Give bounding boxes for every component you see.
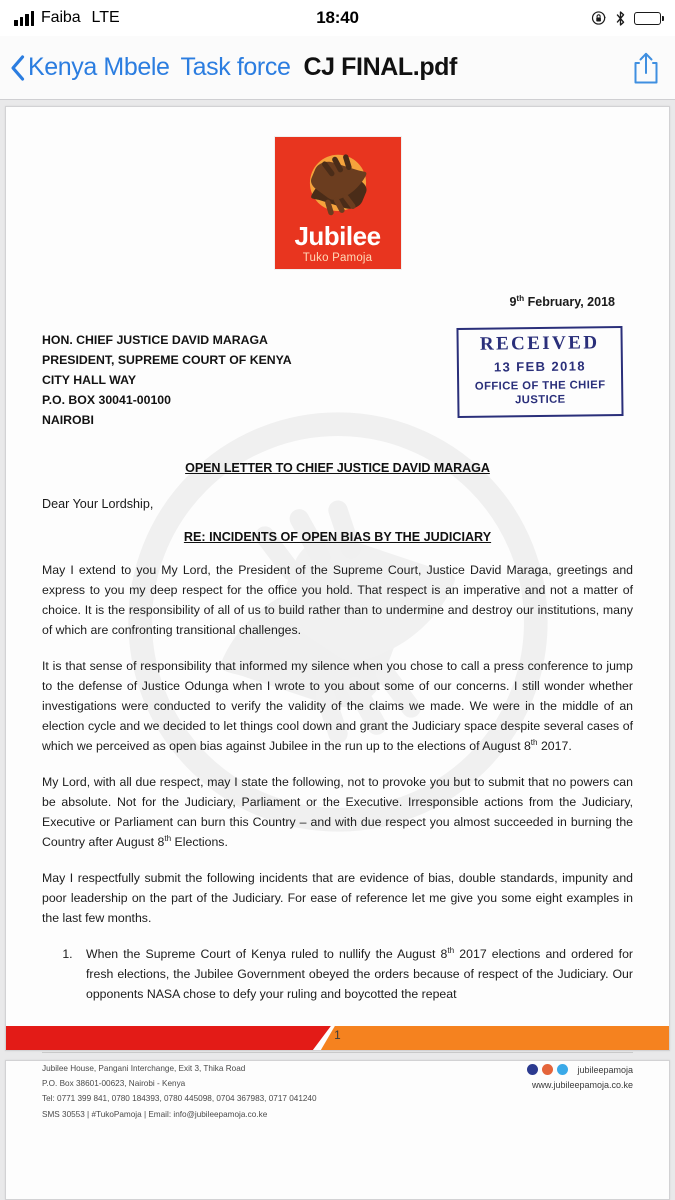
footer-address-line: P.O. Box 38601-00623, Nairobi - Kenya xyxy=(42,1079,186,1089)
date-day: 9 xyxy=(509,295,517,309)
signal-bars-icon xyxy=(14,11,34,26)
list-item-text: When the Supreme Court of Kenya ruled to nullify the August 8 xyxy=(86,947,448,962)
social-links xyxy=(527,1064,633,1075)
date-month-year: February, 2018 xyxy=(527,295,615,309)
subject-line: RE: INCIDENTS OF OPEN BIAS BY THE JUDICIARY xyxy=(183,529,492,544)
numbered-list xyxy=(42,944,633,1004)
ordinal-suffix: th xyxy=(530,737,538,747)
footer-website: www.jubileepamoja.co.ke xyxy=(531,1080,633,1091)
status-bar-left xyxy=(14,9,120,27)
list-item xyxy=(76,944,633,1004)
navigation-bar xyxy=(0,36,675,100)
addressee-line: PRESIDENT, SUPREME COURT OF KENYA xyxy=(42,352,292,367)
ordinal-suffix: th xyxy=(164,833,172,843)
footer-address-block xyxy=(42,1061,317,1122)
footer-address-line: Jubilee House, Pangani Interchange, Exit 3, Thika Road xyxy=(42,1064,246,1074)
stamp-date: 13 FEB 2018 xyxy=(493,358,587,375)
salutation: Dear Your Lordship, xyxy=(42,496,154,511)
logo-brand-name: Jubilee xyxy=(294,221,381,251)
addressee-line: P.O. BOX 30041-00100 xyxy=(42,392,171,407)
list-item-tail: 2017 elections and ordered for fresh elections, the Jubilee Government obeyed the orders because of respect of the Judiciary. Our opponents NASA chose to defy your ruling and boycotted the repeat xyxy=(86,947,633,1002)
pdf-page-1 xyxy=(5,106,670,1119)
letterhead-logo xyxy=(42,107,633,269)
back-button-label[interactable]: Kenya Mbele xyxy=(28,53,170,81)
paragraph-tail: 2017. xyxy=(537,738,572,753)
addressee-line: HON. CHIEF JUSTICE DAVID MARAGA xyxy=(42,333,268,347)
addressee-line: NAIROBI xyxy=(42,412,94,427)
addressee-line: CITY HALL WAY xyxy=(42,372,137,387)
letter-footer xyxy=(42,1053,633,1122)
instagram-icon[interactable] xyxy=(542,1064,553,1075)
breadcrumb-task-force[interactable]: Task force xyxy=(180,53,291,81)
jubilee-logo-block xyxy=(275,137,401,269)
facebook-icon[interactable] xyxy=(527,1064,538,1075)
page-number: 1 xyxy=(334,1030,341,1043)
stamp-office-line-2: JUSTICE xyxy=(515,394,566,407)
body-paragraph xyxy=(42,772,633,852)
clasped-hands-icon xyxy=(299,147,377,225)
footer-social-block xyxy=(527,1061,633,1090)
rotation-lock-icon xyxy=(591,10,607,26)
paragraph-text: It is that sense of responsibility that informed my silence when you chose to call a press conference to jump to the defense of Justice Odunga when I wrote to you about some of our concerns. I still wonder whether investigations were conducted to verify the validity of the claims we made. We were in the middle of an election cycle and we decided to let things cool down and grant the Judiciary space despite several cases of which we perceived as open bias against Jubilee in the run up to the elections of August 8 xyxy=(42,658,633,753)
letter-heading: OPEN LETTER TO CHIEF JUSTICE DAVID MARAGA xyxy=(185,460,490,475)
body-paragraph: May I extend to you My Lord, the President of the Supreme Court, Justice David Maraga, greetings and express to you my deep respect for the office you hold. That respect is an imperative and not a matter of choice. It is the responsibility of all of us to build rather than to undermine and destroy our institutions, many of which are confronting transitional challenges. xyxy=(42,562,633,637)
back-chevron-icon[interactable] xyxy=(10,55,25,81)
paragraph-text: My Lord, with all due respect, may I state the following, not to provoke you but to submit that no powers can be absolute. Not for the Judiciary, Parliament or the Executive. Irresponsible actions from the Judiciary, Executive or Parliament can burn this Country – and with due respect you almost succeeded in burning the Country after August 8 xyxy=(42,774,633,849)
stamp-office xyxy=(463,378,617,409)
letter-date xyxy=(42,295,633,309)
stamp-title: RECEIVED xyxy=(479,332,600,355)
body-paragraph: May I respectfully submit the following incidents that are evidence of bias, double standards, impunity and poor leadership on the part of the Judiciary. For ease of reference let me give you some eight examples in the last few months. xyxy=(42,870,633,925)
stamp-office-line-1: OFFICE OF THE CHIEF xyxy=(474,379,606,393)
address-and-stamp-row xyxy=(42,331,633,431)
social-handle: jubileepamoja xyxy=(577,1064,633,1075)
logo-tagline: Tuko Pamoja xyxy=(302,252,373,264)
battery-icon xyxy=(634,12,661,25)
received-stamp xyxy=(456,326,623,418)
status-bar-right xyxy=(591,10,661,27)
addressee-block xyxy=(42,331,292,431)
footer-address-line: Tel: 0771 399 841, 0780 184393, 0780 445098, 0704 367983, 0717 041240 xyxy=(42,1094,317,1104)
clock: 18:40 xyxy=(316,8,359,27)
status-bar xyxy=(0,0,675,36)
body-paragraph xyxy=(42,656,633,756)
twitter-icon[interactable] xyxy=(557,1064,568,1075)
ordinal-suffix: th xyxy=(447,945,455,955)
page-title: CJ FINAL.pdf xyxy=(303,53,457,81)
footer-address-line: SMS 30553 | #TukoPamoja | Email: info@jubileepamoja.co.ke xyxy=(42,1109,268,1119)
pdf-scroll-area[interactable] xyxy=(0,100,675,1200)
carrier-name: Faiba xyxy=(41,9,81,26)
network-type: LTE xyxy=(91,9,120,26)
share-icon[interactable] xyxy=(631,51,661,85)
paragraph-tail: Elections. xyxy=(171,834,228,849)
date-ordinal: th xyxy=(516,293,525,303)
bluetooth-icon xyxy=(615,10,626,27)
